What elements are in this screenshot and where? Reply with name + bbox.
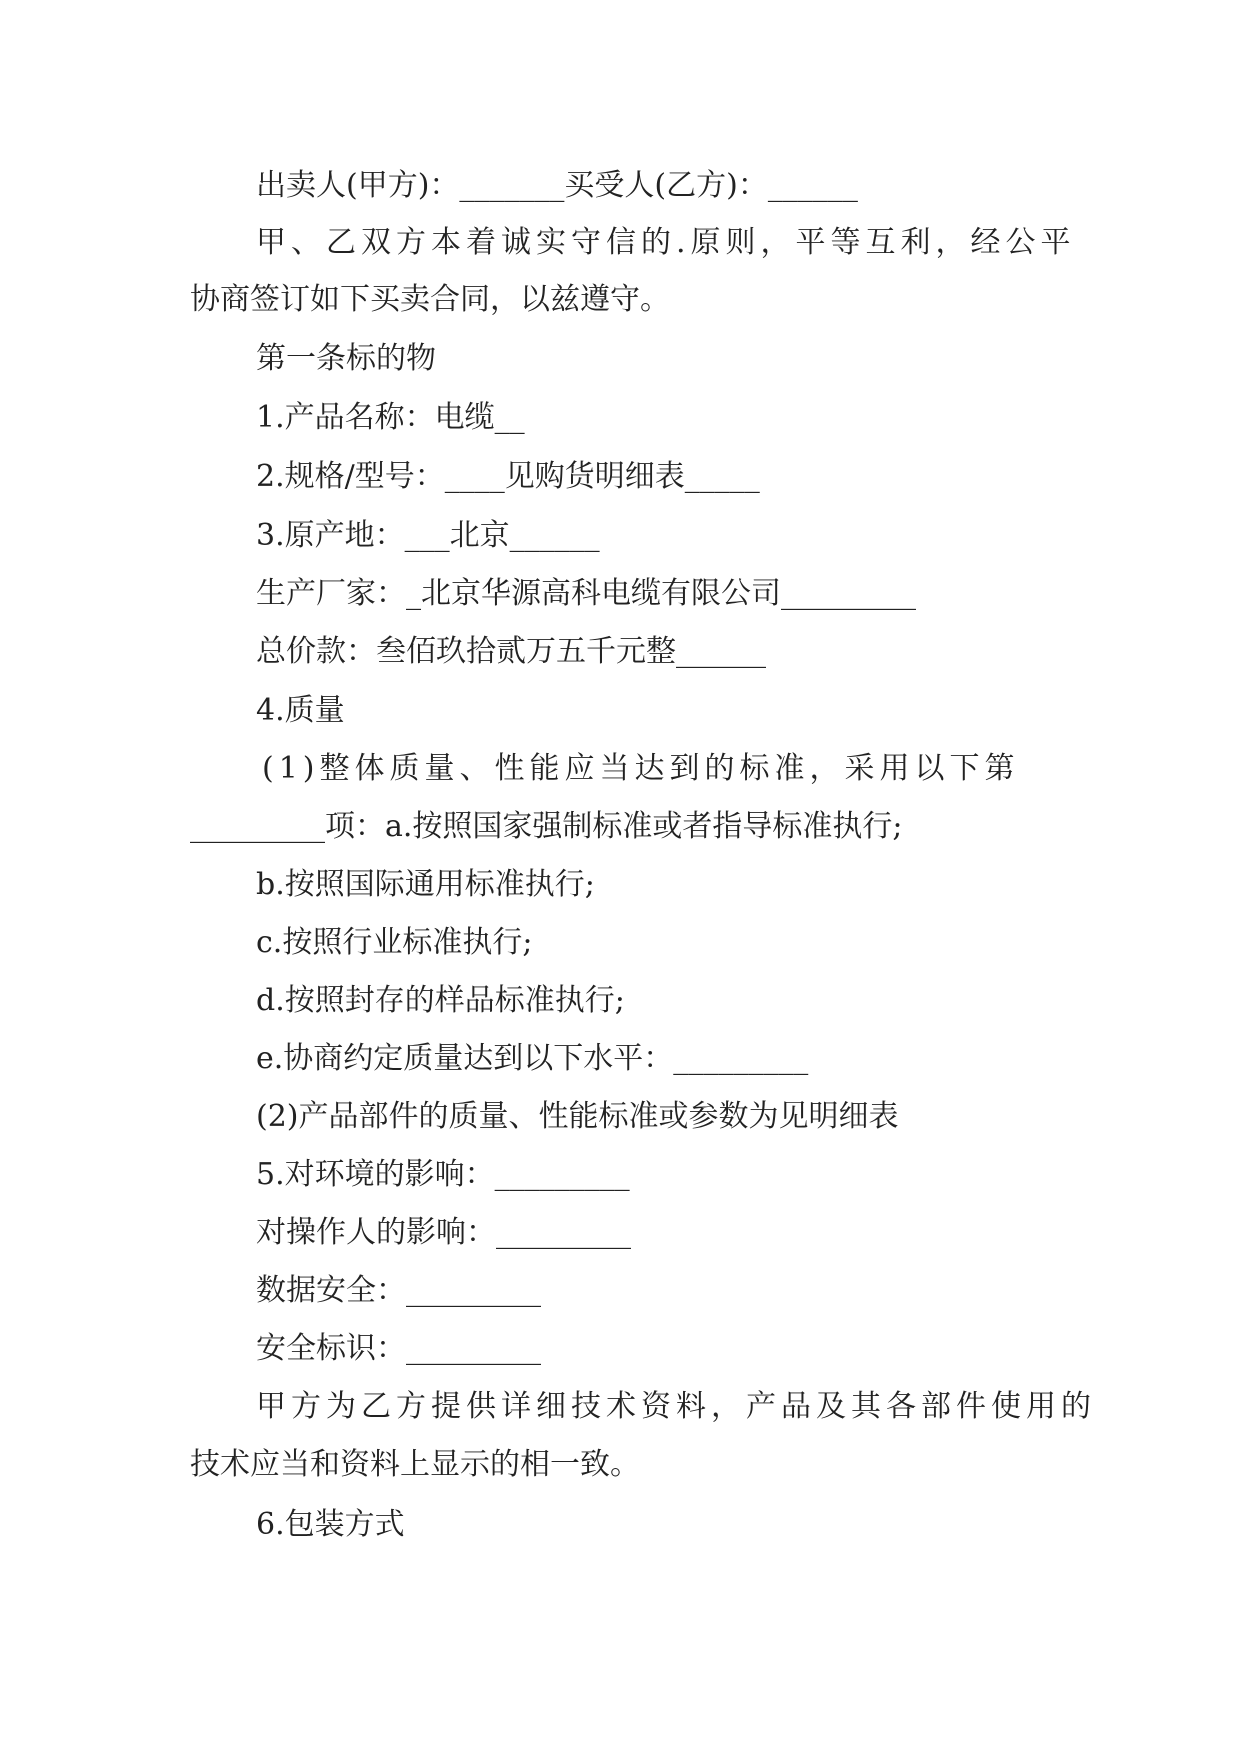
environment-impact-line: 5.对环境的影响：_________ — [256, 1157, 630, 1192]
spec-model-line: 2.规格/型号：____见购货明细表_____ — [256, 459, 760, 494]
quality-option-d: d.按照封存的样品标准执行; — [256, 983, 625, 1018]
seller-buyer-line: 出卖人(甲方)：_______买受人(乙方)：______ — [256, 168, 858, 203]
quality-option-c: c.按照行业标准执行; — [256, 925, 533, 960]
preamble-line-2: 协商签订如下买卖合同，以兹遵守。 — [190, 282, 670, 317]
packaging-heading: 6.包装方式 — [256, 1507, 405, 1542]
quality-item-1-line-1: (1)整体质量、性能应当达到的标准，采用以下第 — [262, 751, 1020, 786]
quality-option-b: b.按照国际通用标准执行; — [256, 867, 595, 902]
total-price-line: 总价款：叁佰玖拾贰万五千元整______ — [256, 634, 766, 669]
quality-item-1-line-2: _________项：a.按照国家强制标准或者指导标准执行; — [190, 809, 903, 844]
origin-line: 3.原产地：___北京______ — [256, 518, 600, 553]
data-security-line: 数据安全：_________ — [256, 1273, 541, 1308]
preamble-line-1: 甲、乙双方本着诚实守信的.原则，平等互利，经公平 — [256, 225, 1076, 260]
product-name-line: 1.产品名称：电缆__ — [256, 400, 525, 435]
manufacturer-line: 生产厂家：_北京华源高科电缆有限公司_________ — [256, 576, 916, 611]
tech-docs-line-2: 技术应当和资料上显示的相一致。 — [190, 1447, 640, 1482]
tech-docs-line-1: 甲方为乙方提供详细技术资料，产品及其各部件使用的 — [256, 1389, 1096, 1424]
operator-impact-line: 对操作人的影响：_________ — [256, 1215, 631, 1250]
quality-heading: 4.质量 — [256, 693, 345, 728]
article-1-heading: 第一条标的物 — [256, 341, 436, 376]
quality-item-2: (2)产品部件的质量、性能标准或参数为见明细表 — [256, 1099, 899, 1134]
quality-option-e: e.协商约定质量达到以下水平：_________ — [256, 1041, 809, 1076]
safety-label-line: 安全标识：_________ — [256, 1331, 541, 1366]
